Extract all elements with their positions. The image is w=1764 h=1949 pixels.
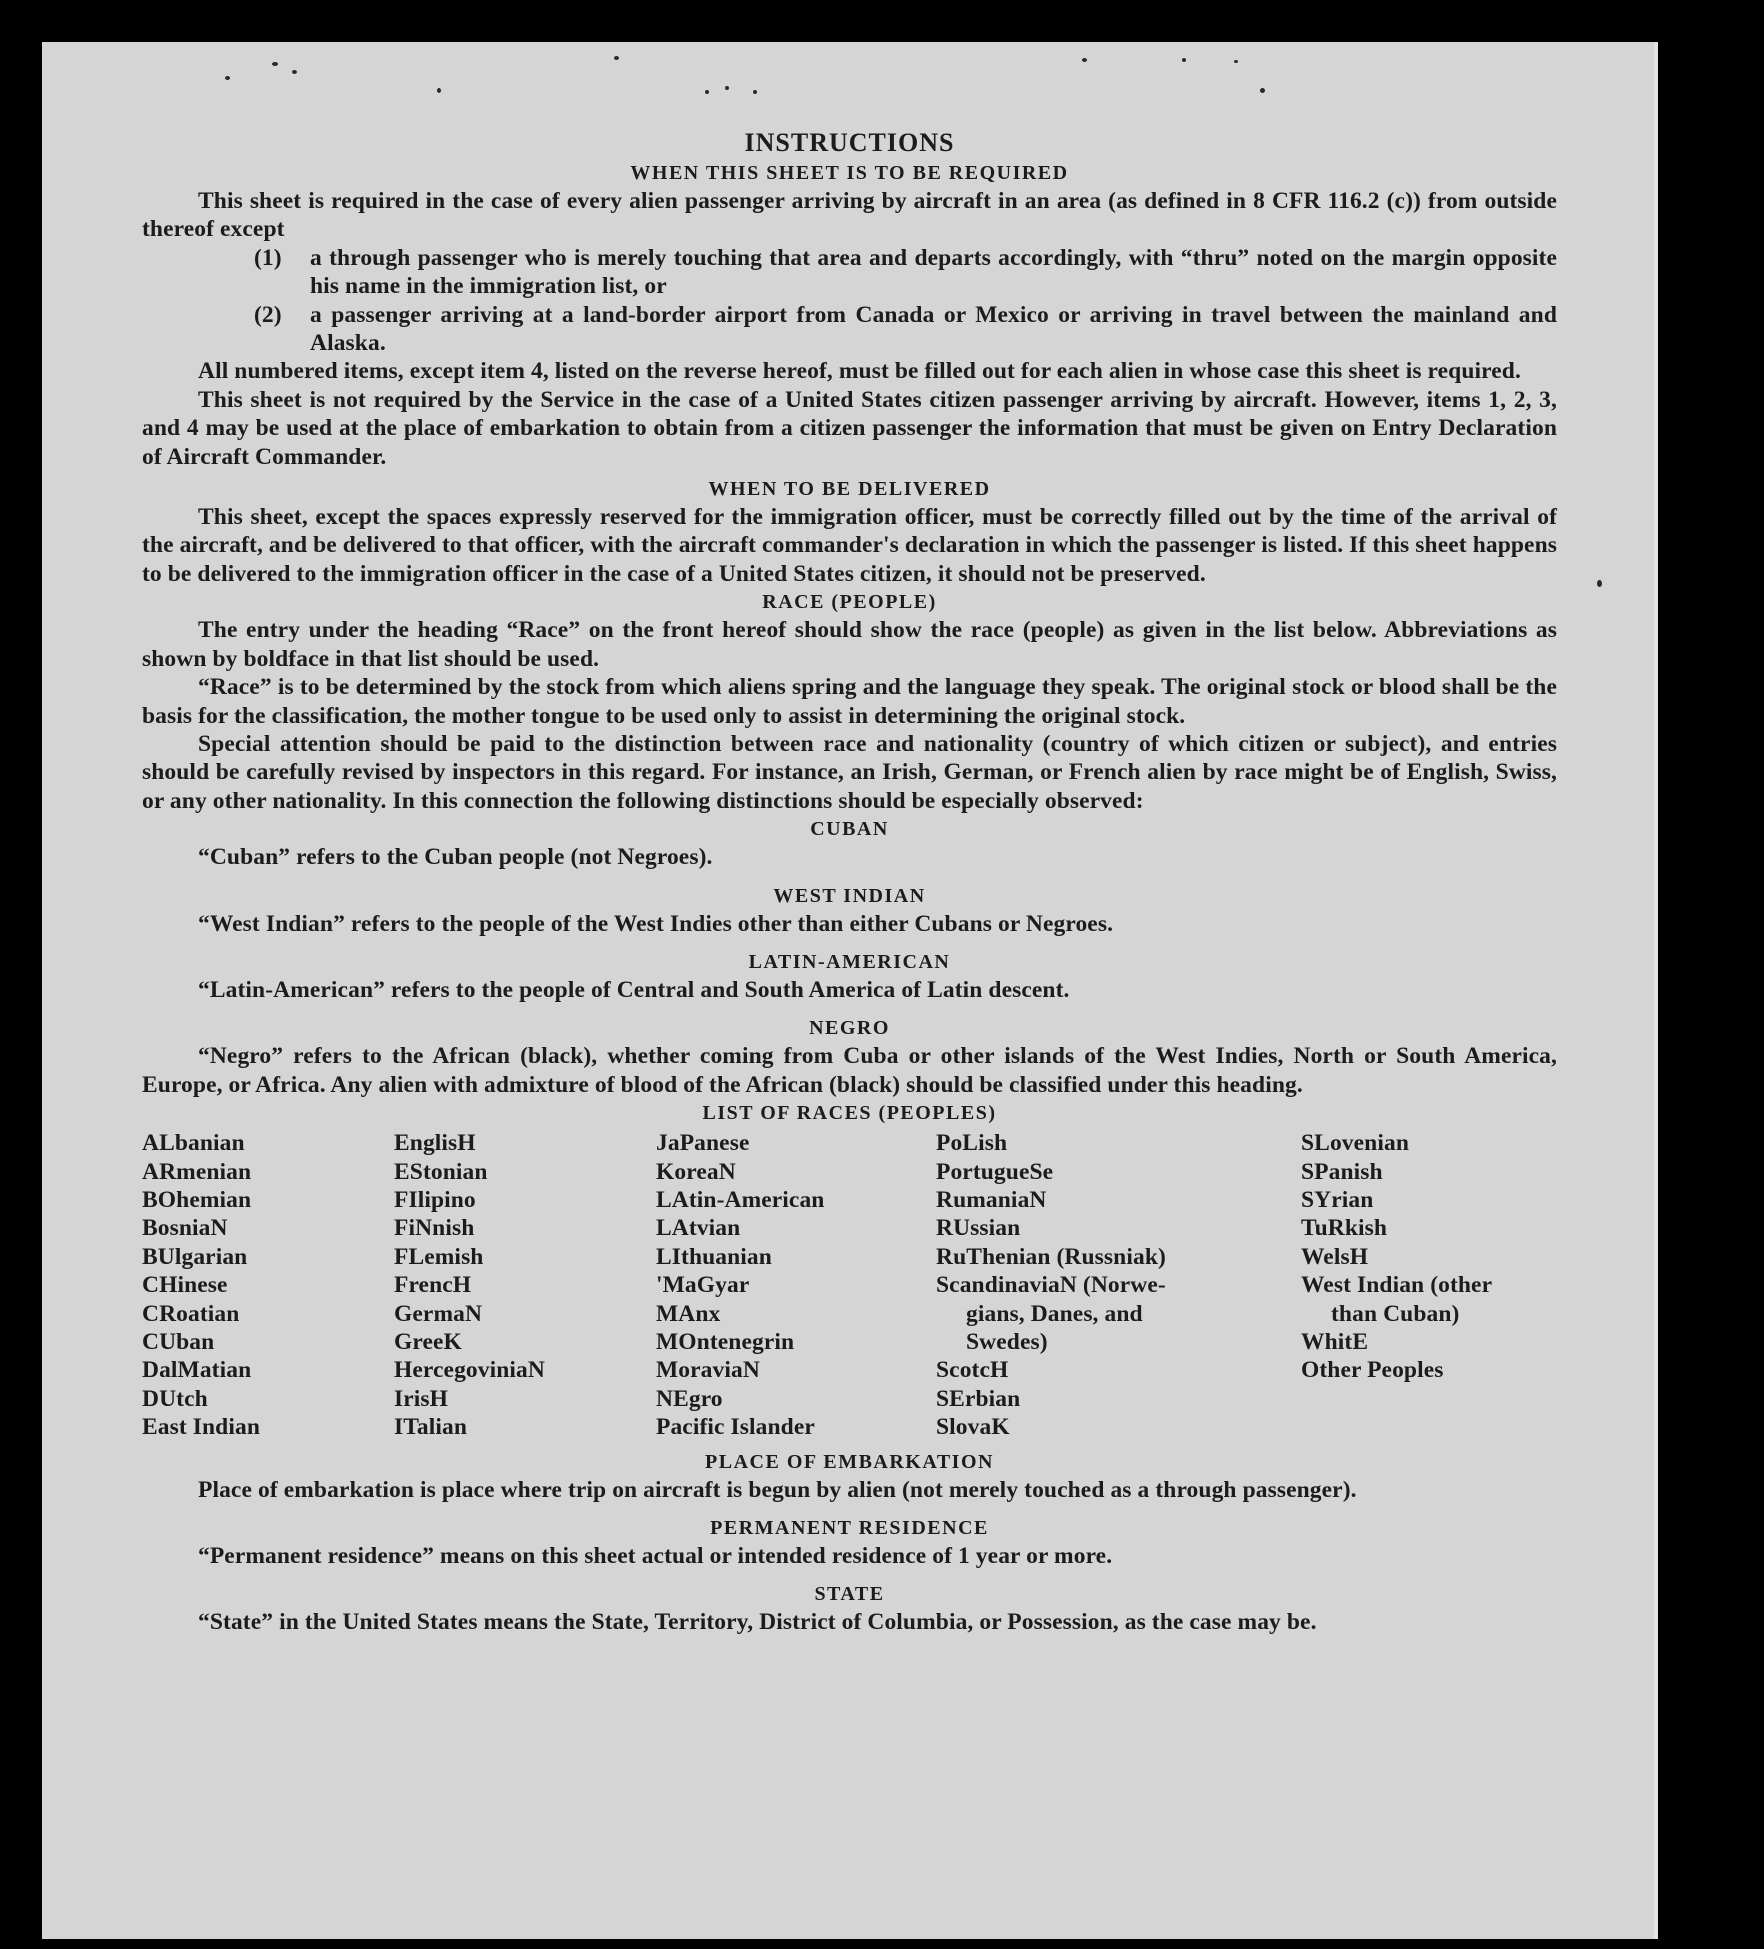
race-entry: 'MaGyar (656, 1272, 750, 1299)
paragraph: All numbered items, except item 4, listed on the reverse hereof, must be filled out for each alien in whose case this sheet is required. (198, 358, 1521, 385)
section-heading-west-indian: WEST INDIAN (773, 884, 926, 907)
scan-speck (725, 86, 729, 90)
list-item (254, 301, 1557, 358)
paragraph: “State” in the United States means the State, Territory, District of Columbia, or Possession, as the case may be. (198, 1609, 1317, 1636)
paragraph: Place of embarkation is place where trip on aircraft is begun by alien (not merely touched as a through passenger). (198, 1476, 1357, 1503)
section-heading-list-of-races: LIST OF RACES (PEOPLES) (702, 1102, 997, 1125)
list-item (254, 244, 1557, 301)
paragraph: “West Indian” refers to the people of the West Indies other than either Cubans or Negroes. (198, 910, 1114, 937)
races-table (142, 1129, 1557, 1441)
paragraph: “Cuban” refers to the Cuban people (not Negroes). (198, 844, 713, 871)
race-entry: East Indian (142, 1414, 261, 1441)
list-number: (2) (254, 301, 282, 328)
race-entry: ARmenian (142, 1158, 252, 1185)
race-entry: PoLish (936, 1130, 1008, 1157)
race-entry: gians, Danes, and (966, 1300, 1143, 1327)
race-entry: SYrian (1301, 1186, 1374, 1213)
race-entry: HercegoviniaN (394, 1357, 545, 1384)
race-entry: FrencH (394, 1272, 472, 1299)
race-entry: West Indian (other (1301, 1272, 1493, 1299)
paragraph: “Permanent residence” means on this sheet actual or intended residence of 1 year or more. (198, 1543, 1113, 1570)
paragraph: This sheet is not required by the Service in the case of a United States citizen passenger arriving by aircraft. However, items 1, 2, 3, and 4 may be used at the place of embarkation to obtain from a citizen passenger the information that must be given on Entry Declaration of Aircraft Commander. (142, 386, 1557, 470)
race-entry: RuThenian (Russniak) (936, 1243, 1166, 1270)
section-heading-state: STATE (814, 1583, 885, 1606)
scan-speck (292, 70, 297, 74)
race-entry: LAtvian (656, 1215, 741, 1242)
race-entry: SErbian (936, 1385, 1021, 1412)
section-heading-latin-american: LATIN-AMERICAN (748, 950, 951, 973)
race-entry: BOhemian (142, 1186, 252, 1213)
race-entry: ScotcH (936, 1357, 1009, 1384)
instructions-body (142, 127, 1557, 1637)
race-entry: FiNnish (394, 1215, 475, 1242)
section-heading-negro: NEGRO (809, 1017, 890, 1040)
race-entry: EStonian (394, 1158, 488, 1185)
race-entry: FLemish (394, 1243, 484, 1270)
race-entry: CUban (142, 1329, 215, 1355)
scan-speck (753, 90, 757, 94)
race-entry: ALbanian (142, 1130, 245, 1157)
section-heading-cuban: CUBAN (810, 818, 889, 841)
race-entry: BosniaN (142, 1215, 228, 1242)
paragraph: “Race” is to be determined by the stock from which aliens spring and the language they speak. The original stock or blood shall be the basis for the classification, the mother tongue to be used only to assist in determining the original stock. (142, 674, 1557, 729)
race-entry: than Cuban) (1331, 1300, 1460, 1327)
race-entry: EnglisH (394, 1130, 476, 1157)
scan-speck (614, 56, 619, 60)
scan-speck (437, 88, 441, 93)
paragraph: “Latin-American” refers to the people of Central and South America of Latin descent. (198, 976, 1070, 1003)
race-entry: MAnx (656, 1300, 721, 1327)
scan-speck (1260, 88, 1265, 93)
race-entry: DUtch (142, 1385, 208, 1412)
paragraph: “Negro” refers to the African (black), whether coming from Cuba or other islands of the West Indies, North or South America, Europe, or Africa. Any alien with admixture of blood of the African (black) should be classified under this heading. (142, 1043, 1557, 1098)
section-heading-permanent-residence: PERMANENT RESIDENCE (710, 1517, 989, 1540)
scan-speck (1597, 580, 1602, 587)
race-entry: Swedes) (966, 1329, 1048, 1355)
scan-speck (1082, 58, 1087, 62)
race-entry: LAtin-American (656, 1186, 825, 1213)
race-entry: FIlipino (394, 1186, 476, 1213)
race-entry: Pacific Islander (656, 1414, 815, 1441)
race-entry: NEgro (656, 1385, 723, 1412)
race-entry: MoraviaN (656, 1357, 760, 1384)
scan-speck (225, 76, 230, 80)
list-number: (1) (254, 244, 282, 271)
race-entry: RUssian (936, 1215, 1021, 1242)
race-entry: GermaN (394, 1300, 483, 1327)
section-heading-embarkation: PLACE OF EMBARKATION (705, 1450, 994, 1473)
race-entry: JaPanese (656, 1130, 750, 1157)
race-entry: ScandinaviaN (Norwe- (936, 1272, 1166, 1299)
race-entry: WhitE (1301, 1329, 1369, 1355)
section-heading-race: RACE (PEOPLE) (762, 591, 937, 614)
scan-speck (705, 90, 709, 94)
races-column (142, 1129, 394, 1441)
races-column (936, 1129, 1301, 1441)
race-entry: PortugueSe (936, 1158, 1054, 1185)
page-title: INSTRUCTIONS (744, 128, 955, 157)
race-entry: BUlgarian (142, 1243, 248, 1270)
race-entry: RumaniaN (936, 1186, 1047, 1213)
paragraph: Special attention should be paid to the distinction between race and nationality (country of which citizen or subject), and entries should be carefully revised by inspectors in this regard. For instance, an Irish, German, or French alien by race might be of English, Swiss, or any other nationality. In this connection the following distinctions should be especially observed: (142, 730, 1557, 814)
scan-speck (272, 62, 278, 66)
race-entry: CRoatian (142, 1300, 240, 1327)
race-entry: GreeK (394, 1329, 462, 1355)
race-entry: DalMatian (142, 1357, 252, 1384)
race-entry: CHinese (142, 1272, 228, 1299)
race-entry: SPanish (1301, 1158, 1383, 1185)
race-entry: WelsH (1301, 1243, 1369, 1270)
races-column (394, 1129, 656, 1441)
paragraph: This sheet is required in the case of every alien passenger arriving by aircraft in an area (as defined in 8 CFR 116.2 (c)) from outside thereof except (142, 188, 1557, 243)
race-entry: IrisH (394, 1385, 449, 1412)
race-entry: MOntenegrin (656, 1329, 795, 1355)
paper-edge (1654, 42, 1658, 1939)
races-column (656, 1129, 936, 1441)
race-entry: SlovaK (936, 1414, 1010, 1441)
race-entry: Other Peoples (1301, 1357, 1444, 1384)
race-entry: KoreaN (656, 1158, 736, 1185)
paragraph: This sheet, except the spaces expressly reserved for the immigration officer, must be correctly filled out by the time of the arrival of the aircraft, and be delivered to that officer, with the aircraft commander's declaration in which the passenger is listed. If this sheet happens to be delivered to the immigration officer in the case of a United States citizen, it should not be preserved. (142, 504, 1557, 587)
section-heading-when-delivered: WHEN TO BE DELIVERED (708, 478, 991, 501)
race-entry: LIthuanian (656, 1243, 772, 1270)
document-sheet (42, 42, 1658, 1939)
scan-speck (1234, 60, 1238, 63)
race-entry: TuRkish (1301, 1215, 1388, 1242)
scan-speck (1182, 58, 1186, 62)
races-column (1301, 1129, 1557, 1441)
paragraph: The entry under the heading “Race” on the front hereof should show the race (people) as given in the list below. Abbreviations as shown by boldface in that list should be used. (142, 617, 1557, 672)
list-text: a through passenger who is merely touching that area and departs accordingly, with “thru” noted on the margin opposite his name in the immigration list, or (310, 244, 1557, 300)
race-entry: SLovenian (1301, 1130, 1409, 1157)
race-entry: ITalian (394, 1414, 467, 1441)
list-text: a passenger arriving at a land-border airport from Canada or Mexico or arriving in travel between the mainland and Alaska. (310, 301, 1557, 357)
section-heading-when-required: WHEN THIS SHEET IS TO BE REQUIRED (630, 162, 1069, 184)
